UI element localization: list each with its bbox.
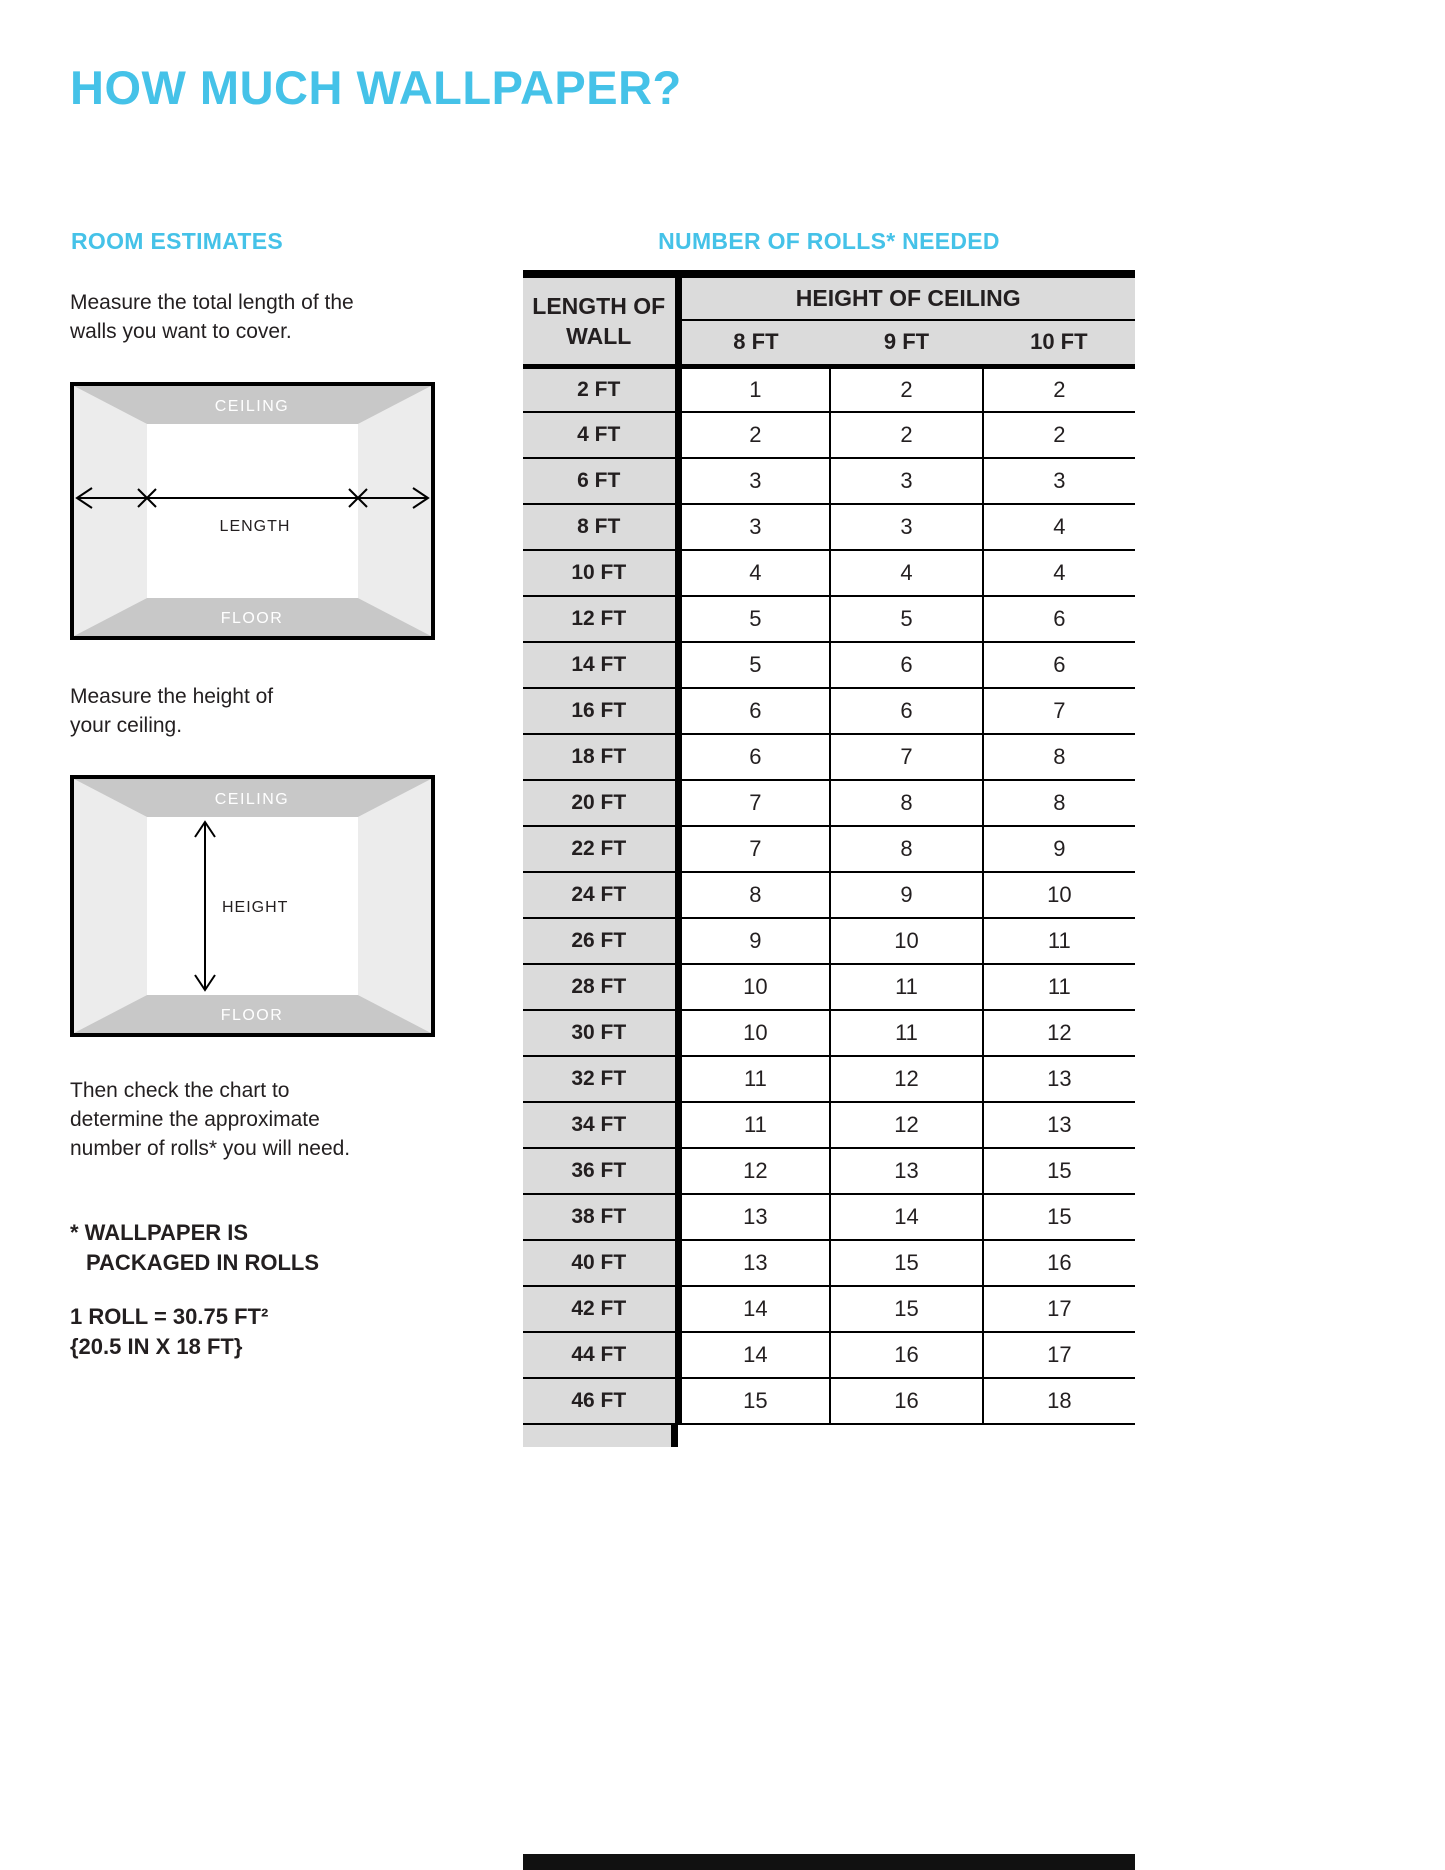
roll-count-cell: 2 (830, 412, 982, 458)
table-row (523, 1378, 1135, 1424)
corner-header: LENGTH OF WALL (523, 274, 678, 366)
roll-count-cell: 13 (678, 1194, 830, 1240)
wall-length-label: 34 FT (523, 1102, 678, 1148)
room-length-diagram (70, 382, 435, 640)
roll-count-cell: 12 (678, 1148, 830, 1194)
roll-count-cell: 11 (678, 1056, 830, 1102)
table-row (523, 734, 1135, 780)
table-row (523, 780, 1135, 826)
roll-count-cell: 3 (678, 458, 830, 504)
roll-count-cell: 12 (983, 1010, 1135, 1056)
wall-length-label: 20 FT (523, 780, 678, 826)
wall-length-label: 16 FT (523, 688, 678, 734)
roll-count-cell: 2 (830, 366, 982, 412)
roll-count-cell: 15 (830, 1240, 982, 1286)
roll-count-cell: 15 (678, 1378, 830, 1424)
roll-count-cell: 6 (983, 596, 1135, 642)
roll-count-cell: 2 (678, 412, 830, 458)
roll-count-cell: 10 (678, 964, 830, 1010)
roll-count-cell: 8 (678, 872, 830, 918)
height-measure-label: HEIGHT (222, 899, 289, 916)
roll-count-cell: 2 (983, 412, 1135, 458)
roll-count-cell: 8 (983, 780, 1135, 826)
wall-length-label: 2 FT (523, 366, 678, 412)
wall-length-label: 6 FT (523, 458, 678, 504)
roll-count-cell: 6 (830, 642, 982, 688)
roll-count-cell: 17 (983, 1332, 1135, 1378)
roll-count-cell: 3 (983, 458, 1135, 504)
roll-count-cell: 15 (983, 1194, 1135, 1240)
roll-count-cell: 6 (983, 642, 1135, 688)
roll-count-cell: 11 (983, 964, 1135, 1010)
floor-label: FLOOR (220, 610, 284, 627)
roll-count-cell: 7 (678, 826, 830, 872)
roll-spec-line1: 1 ROLL = 30.75 FT² (70, 1304, 269, 1329)
table-row (523, 366, 1135, 412)
back-wall (147, 424, 358, 598)
roll-spec-line2: {20.5 IN X 18 FT} (70, 1334, 243, 1359)
roll-count-cell: 9 (983, 826, 1135, 872)
page-title: HOW MUCH WALLPAPER? (70, 61, 682, 114)
roll-count-cell: 3 (678, 504, 830, 550)
wall-length-label: 46 FT (523, 1378, 678, 1424)
roll-count-cell: 11 (830, 1010, 982, 1056)
roll-count-cell: 15 (830, 1286, 982, 1332)
table-row (523, 1240, 1135, 1286)
roll-count-cell: 10 (678, 1010, 830, 1056)
group-header: HEIGHT OF CEILING (678, 274, 1135, 320)
roll-count-cell: 3 (830, 504, 982, 550)
roll-count-cell: 18 (983, 1378, 1135, 1424)
table-row (523, 872, 1135, 918)
table-row (523, 826, 1135, 872)
roll-spec (70, 1302, 268, 1362)
roll-count-cell: 7 (830, 734, 982, 780)
column-header-9ft: 9 FT (830, 320, 982, 366)
wall-length-label: 26 FT (523, 918, 678, 964)
table-row (523, 688, 1135, 734)
rolls-needed-table (523, 270, 1135, 1425)
right-wall (358, 779, 431, 1033)
roll-count-cell: 17 (983, 1286, 1135, 1332)
length-measure-label: LENGTH (219, 518, 291, 535)
roll-count-cell: 13 (983, 1056, 1135, 1102)
room-height-diagram (70, 775, 435, 1037)
wall-length-label: 38 FT (523, 1194, 678, 1240)
wall-length-label: 30 FT (523, 1010, 678, 1056)
rolls-footnote (70, 1218, 319, 1278)
table-row (523, 1286, 1135, 1332)
rolls-footnote-line2: PACKAGED IN ROLLS (86, 1250, 320, 1275)
column-header-10ft: 10 FT (983, 320, 1135, 366)
roll-count-cell: 11 (830, 964, 982, 1010)
roll-count-cell: 16 (830, 1378, 982, 1424)
rolls-needed-heading: NUMBER OF ROLLS* NEEDED (658, 228, 1000, 254)
left-wall (74, 779, 147, 1033)
table-label-column-stub (523, 1425, 678, 1447)
wall-length-label: 12 FT (523, 596, 678, 642)
rolls-footnote-line1: * WALLPAPER IS (70, 1220, 249, 1245)
table-row (523, 918, 1135, 964)
roll-count-cell: 6 (830, 688, 982, 734)
ceiling-label: CEILING (214, 398, 290, 415)
roll-count-cell: 13 (678, 1240, 830, 1286)
roll-count-cell: 8 (983, 734, 1135, 780)
wall-length-label: 42 FT (523, 1286, 678, 1332)
roll-count-cell: 10 (830, 918, 982, 964)
wall-length-label: 44 FT (523, 1332, 678, 1378)
rolls-table-container (523, 270, 1135, 1447)
roll-count-cell: 11 (983, 918, 1135, 964)
roll-count-cell: 13 (983, 1102, 1135, 1148)
wall-length-label: 28 FT (523, 964, 678, 1010)
roll-count-cell: 4 (983, 504, 1135, 550)
table-row (523, 596, 1135, 642)
table-row (523, 964, 1135, 1010)
wall-length-label: 24 FT (523, 872, 678, 918)
measure-length-instruction: Measure the total length of the walls you want to cover. (70, 291, 354, 343)
table-row (523, 1010, 1135, 1056)
roll-count-cell: 15 (983, 1148, 1135, 1194)
table-row (523, 1056, 1135, 1102)
table-row (523, 1148, 1135, 1194)
table-row (523, 1332, 1135, 1378)
roll-count-cell: 2 (983, 366, 1135, 412)
page-bottom-bar (523, 1854, 1135, 1870)
table-row (523, 1102, 1135, 1148)
roll-count-cell: 1 (678, 366, 830, 412)
table-row (523, 504, 1135, 550)
roll-count-cell: 4 (678, 550, 830, 596)
wall-length-label: 22 FT (523, 826, 678, 872)
wall-length-label: 36 FT (523, 1148, 678, 1194)
roll-count-cell: 14 (830, 1194, 982, 1240)
roll-count-cell: 14 (678, 1286, 830, 1332)
wall-length-label: 18 FT (523, 734, 678, 780)
roll-count-cell: 14 (678, 1332, 830, 1378)
roll-count-cell: 5 (678, 642, 830, 688)
roll-count-cell: 9 (830, 872, 982, 918)
wall-length-label: 8 FT (523, 504, 678, 550)
table-row (523, 458, 1135, 504)
wall-length-label: 32 FT (523, 1056, 678, 1102)
measure-height-instruction: Measure the height of your ceiling. (70, 685, 274, 737)
roll-count-cell: 5 (678, 596, 830, 642)
roll-count-cell: 9 (678, 918, 830, 964)
roll-count-cell: 11 (678, 1102, 830, 1148)
wall-length-label: 4 FT (523, 412, 678, 458)
roll-count-cell: 16 (830, 1332, 982, 1378)
roll-count-cell: 5 (830, 596, 982, 642)
table-row (523, 412, 1135, 458)
roll-count-cell: 12 (830, 1056, 982, 1102)
wall-length-label: 40 FT (523, 1240, 678, 1286)
check-chart-instruction: Then check the chart to determine the approximate number of rolls* you will need. (70, 1079, 351, 1160)
left-wall (74, 386, 147, 636)
roll-count-cell: 6 (678, 734, 830, 780)
roll-count-cell: 13 (830, 1148, 982, 1194)
wall-length-label: 14 FT (523, 642, 678, 688)
roll-count-cell: 8 (830, 826, 982, 872)
roll-count-cell: 6 (678, 688, 830, 734)
roll-count-cell: 10 (983, 872, 1135, 918)
table-row (523, 642, 1135, 688)
table-row (523, 1194, 1135, 1240)
column-header-8ft: 8 FT (678, 320, 830, 366)
roll-count-cell: 3 (830, 458, 982, 504)
table-row (523, 550, 1135, 596)
roll-count-cell: 8 (830, 780, 982, 826)
ceiling-label: CEILING (214, 791, 290, 808)
right-wall (358, 386, 431, 636)
roll-count-cell: 12 (830, 1102, 982, 1148)
roll-count-cell: 4 (830, 550, 982, 596)
room-estimates-heading: ROOM ESTIMATES (71, 228, 284, 254)
floor-label: FLOOR (220, 1007, 284, 1024)
roll-count-cell: 7 (678, 780, 830, 826)
roll-count-cell: 16 (983, 1240, 1135, 1286)
wall-length-label: 10 FT (523, 550, 678, 596)
roll-count-cell: 4 (983, 550, 1135, 596)
roll-count-cell: 7 (983, 688, 1135, 734)
